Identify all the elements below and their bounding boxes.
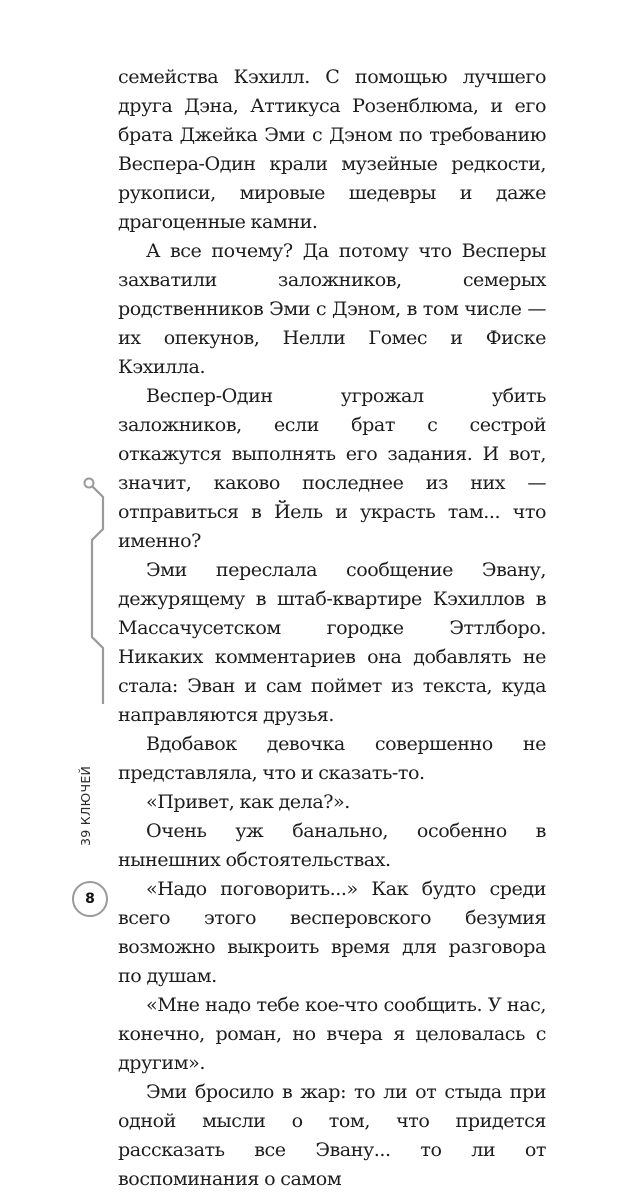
page-number-text: 8 [85,891,95,907]
paragraph: Веспер-Один угрожал убить заложников, если брат с сестрой откажутся выполнять его задания. И вот, значит, каково последнее из них — отправиться в Йель и украсть там... что именно? [118,384,546,552]
body-text [118,62,546,1193]
paragraph: А все почему? Да потому что Весперы захватили заложников, семерых родственников Эми с Дэном, в том числе — их опекунов, Нелли Гомес и Фиске Кэхилла. [118,239,546,378]
paragraph: Вдобавок девочка совершенно не представляла, что и сказать-то. [118,732,546,784]
paragraph: «Привет, как дела?». [146,790,350,813]
paragraph: семейства Кэхилл. С помощью лучшего друга Дэна, Аттикуса Розенблюма, и его брата Джейка Эми с Дэном по требованию Веспера-Один крали музейные редкости, рукописи, мировые шедевры и даже драгоценные камни. [118,65,546,233]
paragraph: «Мне надо тебе кое-что сообщить. У нас, конечно, роман, но вчера я целовалась с другим». [118,993,546,1074]
page-number [72,881,108,917]
series-label: 39 КЛЮЧЕЙ [78,765,93,846]
paragraph: Эми переслала сообщение Эвану, дежурящему в штаб-квартире Кэхиллов в Массачусетском городке Эттлборо. Никаких комментариев она добавлять не стала: Эван и сам поймет из текста, куда направляются друзья. [118,558,546,726]
paragraph: «Надо поговорить...» Как будто среди всего этого весперовского безумия возможно выкроить время для разговора по душам. [118,877,546,987]
margin-circuit-decoration [72,472,112,942]
paragraph: Эми бросило в жар: то ли от стыда при одной мысли о том, что придется рассказать все Эвану... то ли от воспоминания о самом [118,1080,546,1190]
paragraph: Очень уж банально, особенно в нынешних обстоятельствах. [118,819,546,871]
